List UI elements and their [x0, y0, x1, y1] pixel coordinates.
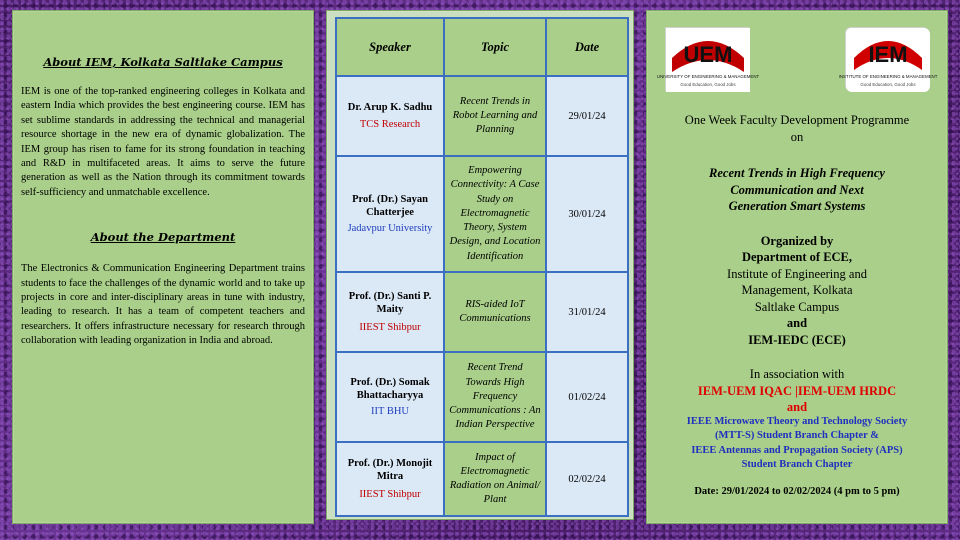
- svg-text:UEM: UEM: [683, 42, 733, 67]
- speaker-cell: [336, 272, 444, 352]
- uem-logo: [656, 27, 760, 91]
- programme-info: [647, 112, 947, 499]
- speaker-cell: [336, 442, 444, 516]
- speaker-cell: [336, 156, 444, 272]
- svg-text:Good Education, Good Jobs: Good Education, Good Jobs: [860, 82, 916, 87]
- topic-cell: Recent Trends in Robot Learning and Planning: [444, 76, 546, 156]
- association-text: In association with: [749, 367, 845, 381]
- and-text: and: [786, 316, 808, 330]
- topic-cell: RIS-aided IoT Communications: [444, 272, 546, 352]
- svg-text:IEM: IEM: [868, 42, 908, 67]
- speaker-table: [335, 17, 629, 517]
- programme-title-line: Generation Smart Systems: [728, 199, 866, 213]
- ieee-line: Student Branch Chapter: [741, 459, 853, 470]
- organizer-institute: Management, Kolkata: [741, 283, 853, 297]
- table-row: [336, 352, 628, 442]
- programme-date: Date: 29/01/2024 to 02/02/2024 (4 pm to 5 pm): [694, 485, 900, 497]
- header-topic: Topic: [444, 18, 546, 76]
- ieee-line: IEEE Microwave Theory and Technology Society: [686, 415, 908, 427]
- speaker-affiliation: IIT BHU: [370, 405, 409, 417]
- and-text-red: and: [786, 399, 808, 414]
- speaker-name: Prof. (Dr.) Sayan Chatterjee: [352, 193, 428, 219]
- speaker-cell: [336, 352, 444, 442]
- table-row: [336, 76, 628, 156]
- ieee-line: IEEE Antennas and Propagation Society (APS): [691, 444, 903, 456]
- iqac-hrdc: IEM-UEM IQAC |IEM-UEM HRDC: [697, 383, 897, 398]
- date-cell: 01/02/24: [546, 352, 628, 442]
- organizer-department: Department of ECE,: [741, 250, 853, 264]
- programme-line: One Week Faculty Development Programme: [684, 113, 910, 127]
- department-text: The Electronics & Communication Engineering Department trains students to face the challenges of the dynamic world and to take up projects in core and inter-disciplinary areas in tune with industry, leading to research. It has a team of competent teachers and researchers. It offers infrastructure necessary for research through collaboration with leading organization in India and abroad.: [21, 263, 305, 347]
- programme-panel: [646, 10, 948, 524]
- date-cell: 02/02/24: [546, 442, 628, 516]
- speaker-affiliation: TCS Research: [359, 119, 421, 130]
- programme-title-line: Communication and Next: [730, 182, 864, 197]
- organizer-campus: Saltlake Campus: [754, 299, 840, 314]
- campus-text: IEM is one of the top-ranked engineering colleges in Kolkata and eastern India which provides the best engineering course. IEM has set sublime standards in addressing the technical and managerial resource shortage in the new era of dynamic globalization. The IEM group has risen to fame for its strong foundation in teaching and R&D in multifaceted areas. It aims to serve the future generation as well as the Nation through its commitment towards self-sufficiency and unmatchable excellence.: [21, 86, 305, 198]
- speaker-affiliation: Jadavpur University: [347, 222, 433, 234]
- department-heading: About the Department: [90, 230, 236, 245]
- campus-heading: About IEM, Kolkata Saltlake Campus: [43, 55, 283, 69]
- speaker-affiliation: IIEST Shibpur: [359, 488, 421, 500]
- programme-on: on: [790, 129, 804, 144]
- speaker-name: Prof. (Dr.) Santi P. Maity: [348, 290, 432, 316]
- svg-text:UNIVERSITY OF ENGINEERING & MA: UNIVERSITY OF ENGINEERING & MANAGEMENT: [656, 74, 760, 79]
- date-cell: 30/01/24: [546, 156, 628, 272]
- speaker-name: Dr. Arup K. Sadhu: [347, 101, 433, 113]
- header-date: Date: [546, 18, 628, 76]
- speaker-affiliation: IIEST Shibpur: [359, 321, 421, 333]
- about-panel: [12, 10, 314, 524]
- table-header-row: [336, 18, 628, 76]
- ieee-line: (MTT-S) Student Branch Chapter &: [715, 430, 879, 441]
- svg-text:INSTITUTE OF ENGINEERING & MAN: INSTITUTE OF ENGINEERING & MANAGEMENT: [838, 74, 938, 79]
- speaker-cell: [336, 76, 444, 156]
- topic-cell: Empowering Connectivity: A Case Study on Electromagnetic Theory, System Design, and Location Identification: [444, 156, 546, 272]
- header-speaker: Speaker: [336, 18, 444, 76]
- table-row: [336, 156, 628, 272]
- topic-cell: Recent Trend Towards High Frequency Communications : An Indian Perspective: [444, 352, 546, 442]
- table-row: [336, 272, 628, 352]
- table-row: [336, 442, 628, 516]
- speaker-panel: [326, 10, 634, 520]
- iem-logo-icon: [838, 28, 938, 92]
- topic-cell: Impact of Electromagnetic Radiation on Animal/ Plant: [444, 442, 546, 516]
- organized-by: Organized by: [760, 233, 834, 248]
- programme-title-line: Recent Trends in High Frequency: [709, 166, 885, 180]
- organizer-iedc: IEM-IEDC (ECE): [748, 332, 846, 347]
- uem-logo-icon: [656, 28, 760, 92]
- organizer-institute: Institute of Engineering and: [727, 266, 867, 281]
- date-cell: 31/01/24: [546, 272, 628, 352]
- date-cell: 29/01/24: [546, 76, 628, 156]
- speaker-name: Prof. (Dr.) Monojit Mitra: [347, 457, 433, 483]
- svg-text:Good Education, Good Jobs: Good Education, Good Jobs: [680, 82, 736, 87]
- speaker-name: Prof. (Dr.) Somak Bhattacharyya: [350, 376, 430, 402]
- iem-logo: [838, 27, 938, 91]
